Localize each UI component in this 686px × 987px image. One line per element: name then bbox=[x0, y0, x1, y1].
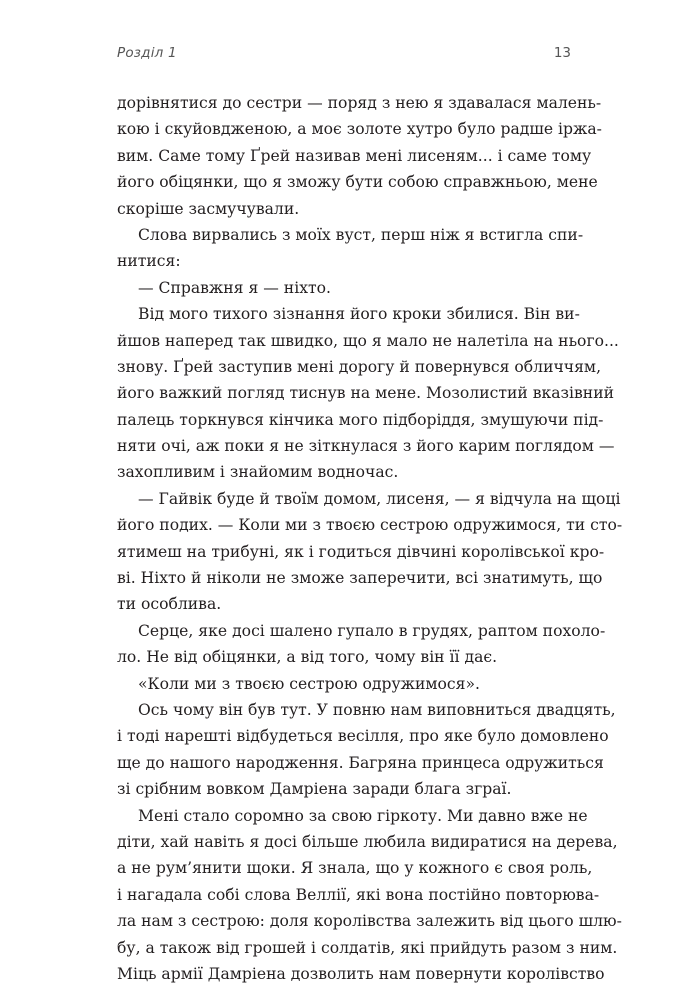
text-line: няти очі, аж поки я не зіткнулася з його карим поглядом — bbox=[117, 437, 615, 456]
paragraph bbox=[117, 222, 584, 275]
text-line: — Справжня я — ніхто. bbox=[138, 278, 331, 297]
text-line: бу, а також від грошей і солдатів, які прийдуть разом з ним. bbox=[117, 938, 618, 957]
text-line: Слова вирвались з моїх вуст, перш ніж я встигла спи- bbox=[138, 225, 584, 244]
text-line: ще до нашого народження. Багряна принцеса одружиться bbox=[117, 753, 604, 772]
text-line: його обіцянки, що я зможу бути собою справжньою, мене bbox=[117, 173, 598, 192]
text-line: Серце, яке досі шалено гупало в грудях, раптом похоло- bbox=[138, 621, 606, 640]
text-line: а не рум’янити щоки. Я знала, що у кожного є своя роль, bbox=[117, 859, 593, 878]
text-line: Ось чому він був тут. У повню нам виповниться двадцять, bbox=[138, 700, 616, 719]
text-line: ла нам з сестрою: доля королівства залежить від цього шлю- bbox=[117, 912, 622, 931]
text-line: — Гайвік буде й твоїм домом, лисеня, — я відчула на щоці bbox=[138, 489, 621, 508]
paragraph bbox=[117, 803, 622, 987]
paragraph bbox=[117, 618, 606, 671]
text-line: Від мого тихого зізнання його кроки збилися. Він ви- bbox=[138, 305, 580, 324]
paragraph bbox=[117, 671, 572, 697]
text-line: і нагадала собі слова Веллії, які вона постійно повторюва- bbox=[117, 885, 600, 904]
text-line: ятимеш на трибуні, як і годиться дівчині королівської кро- bbox=[117, 542, 605, 561]
text-line: діти, хай навіть я досі більше любила видиратися на дерева, bbox=[117, 832, 618, 851]
text-line: йшов наперед так швидко, що я мало не налетіла на нього... bbox=[117, 331, 619, 350]
paragraph bbox=[117, 486, 623, 618]
text-line: ло. Не від обіцянки, а від того, чому він її дає. bbox=[117, 648, 498, 667]
text-line: вим. Саме тому Ґрей називав мені лисеням... і саме тому bbox=[117, 146, 592, 165]
page-number: 13 bbox=[553, 45, 571, 61]
text-line: його подих. — Коли ми з твоєю сестрою одружимося, ти сто- bbox=[117, 516, 623, 535]
text-line: скоріше засмучували. bbox=[117, 199, 300, 218]
text-line: ві. Ніхто й ніколи не зможе заперечити, всі знатимуть, що bbox=[117, 569, 603, 588]
text-line: ти особлива. bbox=[117, 595, 222, 614]
text-line: «Коли ми з твоєю сестрою одружимося». bbox=[138, 674, 480, 693]
text-line: знову. Ґрей заступив мені дорогу й повернувся обличчям, bbox=[117, 357, 602, 376]
text-line: Міць армії Дамріена дозволить нам повернути королівство bbox=[117, 964, 605, 983]
text-line: і тоді нарешті відбудеться весілля, про яке було домовлено bbox=[117, 727, 609, 746]
paragraph bbox=[117, 275, 572, 301]
body-text bbox=[117, 90, 623, 987]
chapter-label: Розділ 1 bbox=[117, 45, 177, 61]
text-line: Мені стало соромно за свою гіркоту. Ми давно вже не bbox=[138, 806, 588, 825]
text-line: його важкий погляд тиснув на мене. Мозолистий вказівний bbox=[117, 384, 614, 403]
text-line: палець торкнувся кінчика мого підборіддя, змушуючи під- bbox=[117, 410, 604, 429]
paragraph bbox=[117, 697, 616, 803]
running-header bbox=[117, 45, 571, 65]
paragraph bbox=[117, 90, 602, 222]
text-line: захопливим і знайомим водночас. bbox=[117, 463, 399, 482]
paragraph bbox=[117, 301, 619, 486]
text-line: нитися: bbox=[117, 252, 181, 271]
text-line: зі срібним вовком Дамріена заради блага зграї. bbox=[117, 780, 512, 799]
text-line: кою і скуйовдженою, а моє золоте хутро було радше іржа- bbox=[117, 120, 602, 139]
text-line: дорівнятися до сестри — поряд з нею я здавалася малень- bbox=[117, 94, 602, 112]
